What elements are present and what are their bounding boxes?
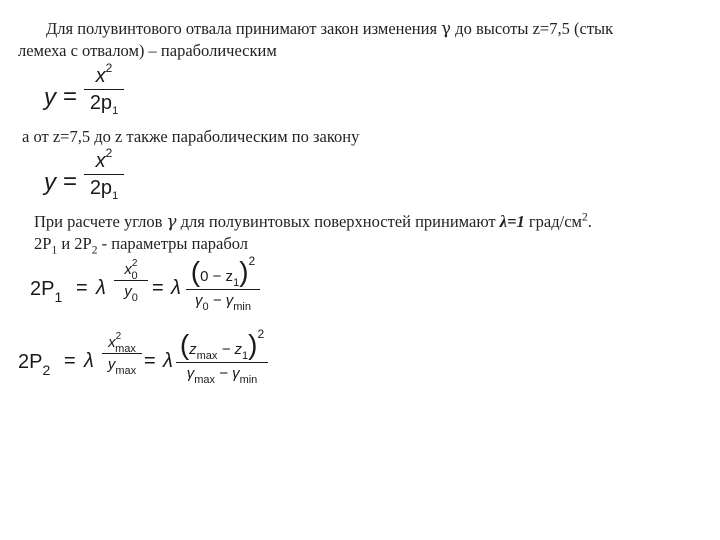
paragraph-1-text-a: Для полувинтового отвала принимают закон изменения: [46, 19, 442, 38]
height-value: z=7,5: [532, 19, 570, 38]
formula-4-fraction-1: $x^2_{max}$ $y_{max}$: [102, 335, 142, 372]
formula-4-equals-2: =: [144, 350, 156, 372]
formula-2-y: y: [44, 169, 56, 196]
gamma-symbol: γ: [441, 19, 452, 38]
formula-1: [44, 61, 134, 126]
paragraph-3-line-2: $2P_1$ и $2P_2$ - параметры парабол: [34, 234, 249, 257]
formula-1-fraction: [84, 61, 124, 118]
formula-4: [18, 327, 298, 397]
paragraph-1-text-b: до высоты: [451, 19, 533, 38]
gamma-symbol-2: γ: [166, 212, 177, 231]
paragraph-1-text-c: (стык: [569, 19, 614, 38]
formula-1-equals: =: [63, 83, 78, 110]
formula-2-denominator: $2p_1$: [89, 177, 119, 203]
formula-2-numerator: $x^2$: [95, 146, 113, 172]
formula-4-lhs: $2P_2$: [18, 351, 51, 378]
formula-2-fraction-bar: [84, 174, 124, 175]
formula-1-y: y: [44, 84, 56, 111]
formula-4-lambda-2: λ: [163, 350, 173, 372]
lambda-value: λ=1: [499, 212, 525, 231]
formula-2-equals: =: [63, 168, 78, 195]
paragraph-2: а от z=7,5 до z также параболическим по закону: [22, 127, 360, 146]
formula-2: [44, 146, 134, 211]
formula-3-lambda-1: λ: [96, 277, 106, 299]
formula-3-fraction-2: $(0 - z_1)^2$ $\gamma_0 - \gamma_{min}$: [186, 258, 260, 308]
formula-2-fraction: [84, 146, 124, 203]
paragraph-3-line-1: При расчете углов γ для полувинтовых поверхностей принимают λ=1 град/$см^2$.: [34, 211, 592, 231]
formula-4-equals-1: =: [64, 350, 76, 372]
formula-3-fraction-1: $x^2_0$ $y_0$: [114, 262, 148, 299]
formula-1-numerator: $x^2$: [95, 61, 113, 87]
formula-4-fraction-2: $(z_{max} - z_1)^2$ $\gamma_{max} - \gamma_{min}$: [176, 331, 268, 381]
formula-3-equals-2: =: [152, 277, 164, 299]
formula-1-fraction-bar: [84, 89, 124, 90]
paragraph-1-line-2: лемеха с отвалом) – параболическим: [18, 41, 277, 60]
formula-3-equals-1: =: [76, 277, 88, 299]
formula-3: [30, 254, 290, 324]
formula-4-lambda-1: λ: [84, 350, 94, 372]
formula-3-lambda-2: λ: [171, 277, 181, 299]
formula-1-denominator: $2p_1$: [89, 92, 119, 118]
formula-3-lhs: $2P_1$: [30, 278, 63, 305]
paragraph-1-line-1: [46, 18, 613, 40]
